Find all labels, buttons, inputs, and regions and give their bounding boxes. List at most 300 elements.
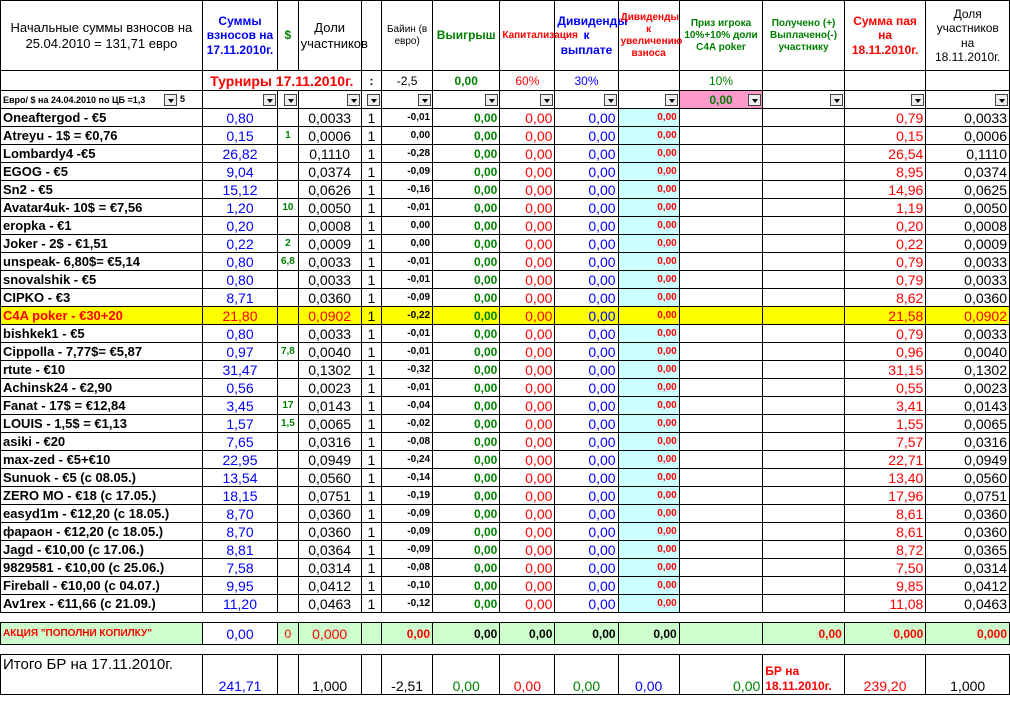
player-pay: 31,15 <box>844 361 926 379</box>
player-pay: 8,61 <box>844 505 926 523</box>
header-pay-sum: Сумма пая на 18.11.2010г. <box>844 1 926 71</box>
player-cap: 0,00 <box>500 217 555 235</box>
player-nshare: 0,0023 <box>926 379 1010 397</box>
filter-dropdown-2[interactable] <box>263 94 276 106</box>
player-buyin: -0,01 <box>382 271 433 289</box>
player-inc: 0,00 <box>618 397 679 415</box>
header-initial-sums: Начальные суммы взносов на 25.04.2010 = 131,71 евро <box>1 1 203 71</box>
player-share: 0,0008 <box>298 217 361 235</box>
player-share: 0,0143 <box>298 397 361 415</box>
player-pay: 7,50 <box>844 559 926 577</box>
player-pay: 11,08 <box>844 595 926 613</box>
player-usd <box>278 451 298 469</box>
filter-dropdown-4[interactable] <box>347 94 360 106</box>
player-usd <box>278 595 298 613</box>
player-pay: 26,54 <box>844 145 926 163</box>
player-got <box>763 505 845 523</box>
player-one: 1 <box>361 523 381 541</box>
player-pay: 0,96 <box>844 343 926 361</box>
player-inc: 0,00 <box>618 505 679 523</box>
player-pay: 0,55 <box>844 379 926 397</box>
player-nshare: 0,0033 <box>926 253 1010 271</box>
filter-dropdown-6[interactable] <box>418 94 431 106</box>
player-div: 0,00 <box>555 253 618 271</box>
player-usd <box>278 307 298 325</box>
player-buyin: -0,32 <box>382 361 433 379</box>
player-name: max-zed - €5+€10 <box>1 451 203 469</box>
player-sum: 9,04 <box>202 163 277 181</box>
player-prize <box>679 307 763 325</box>
player-cap: 0,00 <box>500 127 555 145</box>
player-pay: 17,96 <box>844 487 926 505</box>
player-buyin: -0,08 <box>382 433 433 451</box>
player-div: 0,00 <box>555 199 618 217</box>
player-cap: 0,00 <box>500 559 555 577</box>
header-dividends: Дивиденды к выплате <box>555 1 618 71</box>
player-row <box>1 541 1010 559</box>
player-win: 0,00 <box>433 595 500 613</box>
player-row <box>1 217 1010 235</box>
player-name: LOUIS - 1,5$ = €1,13 <box>1 415 203 433</box>
player-prize <box>679 469 763 487</box>
player-one: 1 <box>361 433 381 451</box>
player-row <box>1 199 1010 217</box>
player-buyin: -0,10 <box>382 577 433 595</box>
total-nshare: 1,000 <box>926 655 1010 695</box>
player-row <box>1 397 1010 415</box>
player-sum: 0,20 <box>202 217 277 235</box>
player-usd <box>278 109 298 127</box>
player-inc: 0,00 <box>618 487 679 505</box>
player-win: 0,00 <box>433 217 500 235</box>
player-one: 1 <box>361 307 381 325</box>
row2-blank-4 <box>844 71 926 91</box>
header-buyin: Байин (в евро) <box>382 1 433 71</box>
player-row <box>1 325 1010 343</box>
player-name: eropka - €1 <box>1 217 203 235</box>
player-row <box>1 451 1010 469</box>
player-win: 0,00 <box>433 361 500 379</box>
player-share: 0,0314 <box>298 559 361 577</box>
player-div: 0,00 <box>555 487 618 505</box>
player-pay: 14,96 <box>844 181 926 199</box>
player-prize <box>679 415 763 433</box>
player-cap: 0,00 <box>500 505 555 523</box>
player-got <box>763 415 845 433</box>
player-cap: 0,00 <box>500 469 555 487</box>
player-win: 0,00 <box>433 415 500 433</box>
filter-dropdown-8[interactable] <box>540 94 553 106</box>
player-div: 0,00 <box>555 145 618 163</box>
player-cap: 0,00 <box>500 199 555 217</box>
filter-row <box>1 91 1010 109</box>
player-nshare: 0,1302 <box>926 361 1010 379</box>
player-share: 0,0006 <box>298 127 361 145</box>
player-share: 0,0009 <box>298 235 361 253</box>
player-nshare: 0,0560 <box>926 469 1010 487</box>
player-buyin: -0,01 <box>382 343 433 361</box>
player-prize <box>679 433 763 451</box>
player-nshare: 0,0360 <box>926 505 1010 523</box>
player-prize <box>679 217 763 235</box>
player-usd <box>278 505 298 523</box>
player-name: Fanat - 17$ = €12,84 <box>1 397 203 415</box>
player-one: 1 <box>361 595 381 613</box>
header-received-paid: Получено (+) Выплачено(-) участнику <box>763 1 845 71</box>
player-sum: 22,95 <box>202 451 277 469</box>
player-inc: 0,00 <box>618 559 679 577</box>
player-win: 0,00 <box>433 505 500 523</box>
player-one: 1 <box>361 271 381 289</box>
player-share: 0,0033 <box>298 109 361 127</box>
player-inc: 0,00 <box>618 577 679 595</box>
header-winnings: Выигрыш <box>433 1 500 71</box>
player-buyin: -0,04 <box>382 397 433 415</box>
tournament-cap-pct: 60% <box>500 71 555 91</box>
player-buyin: -0,09 <box>382 163 433 181</box>
action-share: 0,000 <box>298 623 361 645</box>
player-pay: 13,40 <box>844 469 926 487</box>
player-sum: 0,15 <box>202 127 277 145</box>
filter-dropdown-12[interactable] <box>830 94 843 106</box>
total-pay: 239,20 <box>844 655 926 695</box>
player-pay: 21,58 <box>844 307 926 325</box>
player-inc: 0,00 <box>618 199 679 217</box>
player-nshare: 0,0008 <box>926 217 1010 235</box>
total-label: Итого БР на 17.11.2010г. <box>1 655 203 695</box>
player-buyin: -0,08 <box>382 559 433 577</box>
total-sum: 241,71 <box>202 655 277 695</box>
player-buyin: -0,12 <box>382 595 433 613</box>
player-buyin: -0,24 <box>382 451 433 469</box>
player-share: 0,1302 <box>298 361 361 379</box>
tournament-row <box>1 71 1010 91</box>
player-one: 1 <box>361 505 381 523</box>
player-cap: 0,00 <box>500 595 555 613</box>
player-usd <box>278 145 298 163</box>
player-prize <box>679 127 763 145</box>
player-sum: 15,12 <box>202 181 277 199</box>
player-row <box>1 505 1010 523</box>
player-one: 1 <box>361 145 381 163</box>
gap-cell <box>1 613 1010 623</box>
total-blank-1 <box>278 655 298 695</box>
player-usd <box>278 487 298 505</box>
gap-row <box>1 613 1010 623</box>
tournament-div-pct: 30% <box>555 71 618 91</box>
gap-cell-2 <box>1 645 1010 655</box>
player-share: 0,0374 <box>298 163 361 181</box>
player-got <box>763 379 845 397</box>
player-buyin: -0,14 <box>382 469 433 487</box>
player-one: 1 <box>361 163 381 181</box>
player-nshare: 0,0314 <box>926 559 1010 577</box>
player-name: bishkek1 - €5 <box>1 325 203 343</box>
player-prize <box>679 325 763 343</box>
player-inc: 0,00 <box>618 145 679 163</box>
player-buyin: 0,00 <box>382 217 433 235</box>
player-usd: 2 <box>278 235 298 253</box>
filter-dropdown-9[interactable] <box>604 94 617 106</box>
player-div: 0,00 <box>555 433 618 451</box>
player-one: 1 <box>361 541 381 559</box>
player-one: 1 <box>361 253 381 271</box>
player-inc: 0,00 <box>618 163 679 181</box>
player-div: 0,00 <box>555 325 618 343</box>
total-share: 1,000 <box>298 655 361 695</box>
action-row <box>1 623 1010 645</box>
player-inc: 0,00 <box>618 451 679 469</box>
player-sum: 1,20 <box>202 199 277 217</box>
player-sum: 0,80 <box>202 325 277 343</box>
player-div: 0,00 <box>555 415 618 433</box>
player-nshare: 0,0949 <box>926 451 1010 469</box>
filter-dropdown-10[interactable] <box>665 94 678 106</box>
player-win: 0,00 <box>433 541 500 559</box>
player-share: 0,0364 <box>298 541 361 559</box>
player-inc: 0,00 <box>618 289 679 307</box>
player-win: 0,00 <box>433 307 500 325</box>
player-div: 0,00 <box>555 181 618 199</box>
player-cap: 0,00 <box>500 307 555 325</box>
player-got <box>763 451 845 469</box>
player-prize <box>679 487 763 505</box>
filter-dropdown-14[interactable] <box>995 94 1008 106</box>
player-win: 0,00 <box>433 271 500 289</box>
player-div: 0,00 <box>555 523 618 541</box>
player-sum: 0,97 <box>202 343 277 361</box>
player-win: 0,00 <box>433 253 500 271</box>
player-inc: 0,00 <box>618 379 679 397</box>
player-sum: 9,95 <box>202 577 277 595</box>
player-prize <box>679 505 763 523</box>
player-nshare: 0,0365 <box>926 541 1010 559</box>
player-win: 0,00 <box>433 145 500 163</box>
player-prize <box>679 397 763 415</box>
player-name: Sunuok - €5 (с 08.05.) <box>1 469 203 487</box>
player-cap: 0,00 <box>500 433 555 451</box>
player-row <box>1 361 1010 379</box>
filter-dropdown-1[interactable] <box>164 94 177 106</box>
player-win: 0,00 <box>433 235 500 253</box>
player-one: 1 <box>361 325 381 343</box>
player-pay: 0,22 <box>844 235 926 253</box>
player-div: 0,00 <box>555 307 618 325</box>
player-name: Av1rex - €11,66 (с 21.09.) <box>1 595 203 613</box>
player-div: 0,00 <box>555 379 618 397</box>
player-div: 0,00 <box>555 541 618 559</box>
player-cap: 0,00 <box>500 487 555 505</box>
player-usd <box>278 433 298 451</box>
player-buyin: -0,09 <box>382 289 433 307</box>
action-buyin: 0,00 <box>382 623 433 645</box>
player-share: 0,0050 <box>298 199 361 217</box>
player-win: 0,00 <box>433 451 500 469</box>
player-row <box>1 433 1010 451</box>
player-prize <box>679 595 763 613</box>
row2-blank-1 <box>1 71 203 91</box>
player-nshare: 0,0033 <box>926 271 1010 289</box>
player-usd <box>278 217 298 235</box>
filter-cell-6 <box>382 91 433 109</box>
player-usd <box>278 271 298 289</box>
action-label: АКЦИЯ "ПОПОЛНИ КОПИЛКУ" <box>1 623 203 645</box>
player-one: 1 <box>361 361 381 379</box>
total-row <box>1 655 1010 695</box>
player-div: 0,00 <box>555 361 618 379</box>
player-inc: 0,00 <box>618 415 679 433</box>
filter-dropdown-3[interactable] <box>284 94 297 106</box>
action-pay: 0,000 <box>844 623 926 645</box>
player-cap: 0,00 <box>500 109 555 127</box>
filter-cell-10 <box>618 91 679 109</box>
action-prize <box>679 623 763 645</box>
player-got <box>763 217 845 235</box>
player-share: 0,0360 <box>298 289 361 307</box>
player-cap: 0,00 <box>500 289 555 307</box>
player-cap: 0,00 <box>500 325 555 343</box>
filter-cell-11 <box>679 91 763 109</box>
player-sum: 13,54 <box>202 469 277 487</box>
player-row <box>1 487 1010 505</box>
tournament-prize-pct: 10% <box>679 71 763 91</box>
player-share: 0,0065 <box>298 415 361 433</box>
player-pay: 0,79 <box>844 271 926 289</box>
player-name: unspeak- 6,80$= €5,14 <box>1 253 203 271</box>
player-name: фараон - €12,20 (с 18.05.) <box>1 523 203 541</box>
player-name: ZERO MO - €18 (с 17.05.) <box>1 487 203 505</box>
player-pay: 8,95 <box>844 163 926 181</box>
player-win: 0,00 <box>433 559 500 577</box>
player-prize <box>679 109 763 127</box>
filter-dropdown-5[interactable] <box>367 94 380 106</box>
player-share: 0,0023 <box>298 379 361 397</box>
player-buyin: -0,19 <box>382 487 433 505</box>
filter-label <box>1 91 203 109</box>
player-row <box>1 379 1010 397</box>
player-div: 0,00 <box>555 271 618 289</box>
player-got <box>763 127 845 145</box>
player-buyin: 0,00 <box>382 235 433 253</box>
player-row <box>1 271 1010 289</box>
player-got <box>763 361 845 379</box>
player-inc: 0,00 <box>618 235 679 253</box>
player-share: 0,0626 <box>298 181 361 199</box>
player-win: 0,00 <box>433 433 500 451</box>
player-row <box>1 109 1010 127</box>
player-got <box>763 307 845 325</box>
player-one: 1 <box>361 415 381 433</box>
player-row <box>1 163 1010 181</box>
player-div: 0,00 <box>555 235 618 253</box>
player-name: Oneaftergod - €5 <box>1 109 203 127</box>
action-win: 0,00 <box>433 623 500 645</box>
player-inc: 0,00 <box>618 433 679 451</box>
player-div: 0,00 <box>555 505 618 523</box>
player-share: 0,0463 <box>298 595 361 613</box>
player-cap: 0,00 <box>500 379 555 397</box>
filter-dropdown-11[interactable] <box>748 94 761 106</box>
player-inc: 0,00 <box>618 343 679 361</box>
player-got <box>763 271 845 289</box>
player-cap: 0,00 <box>500 181 555 199</box>
player-row <box>1 145 1010 163</box>
total-inc: 0,00 <box>618 655 679 695</box>
player-name: rtute - €10 <box>1 361 203 379</box>
player-share: 0,0360 <box>298 505 361 523</box>
player-inc: 0,00 <box>618 541 679 559</box>
player-got <box>763 397 845 415</box>
player-sum: 8,81 <box>202 541 277 559</box>
player-inc: 0,00 <box>618 469 679 487</box>
player-one: 1 <box>361 109 381 127</box>
player-sum: 8,70 <box>202 523 277 541</box>
total-br-label: БР на 18.11.2010г. <box>763 655 845 695</box>
player-buyin: -0,22 <box>382 307 433 325</box>
player-got <box>763 199 845 217</box>
player-row <box>1 253 1010 271</box>
player-win: 0,00 <box>433 109 500 127</box>
player-prize <box>679 343 763 361</box>
player-pay: 9,85 <box>844 577 926 595</box>
player-prize <box>679 271 763 289</box>
player-buyin: -0,09 <box>382 541 433 559</box>
filter-dropdown-7[interactable] <box>485 94 498 106</box>
player-pay: 1,19 <box>844 199 926 217</box>
player-one: 1 <box>361 559 381 577</box>
player-pay: 1,55 <box>844 415 926 433</box>
player-nshare: 0,0625 <box>926 181 1010 199</box>
player-pay: 8,62 <box>844 289 926 307</box>
player-got <box>763 559 845 577</box>
player-usd: 10 <box>278 199 298 217</box>
player-share: 0,0033 <box>298 253 361 271</box>
filter-cell-8 <box>500 91 555 109</box>
filter-cell-7 <box>433 91 500 109</box>
player-name: Jagd - €10,00 (с 17.06.) <box>1 541 203 559</box>
player-one: 1 <box>361 127 381 145</box>
row2-blank-2 <box>618 71 679 91</box>
player-pay: 0,15 <box>844 127 926 145</box>
player-prize <box>679 379 763 397</box>
player-sum: 0,80 <box>202 271 277 289</box>
action-got: 0,00 <box>763 623 845 645</box>
player-sum: 7,58 <box>202 559 277 577</box>
player-sum: 31,47 <box>202 361 277 379</box>
player-div: 0,00 <box>555 109 618 127</box>
player-share: 0,0751 <box>298 487 361 505</box>
player-got <box>763 541 845 559</box>
player-share: 0,0033 <box>298 325 361 343</box>
player-win: 0,00 <box>433 199 500 217</box>
player-row <box>1 289 1010 307</box>
player-win: 0,00 <box>433 181 500 199</box>
player-cap: 0,00 <box>500 415 555 433</box>
player-usd <box>278 469 298 487</box>
player-usd <box>278 523 298 541</box>
filter-dropdown-13[interactable] <box>911 94 924 106</box>
header-dividends-increase: Дивиденды к увеличению взноса <box>618 1 679 71</box>
player-name: Lombardy4 -€5 <box>1 145 203 163</box>
player-row <box>1 523 1010 541</box>
player-win: 0,00 <box>433 163 500 181</box>
player-buyin: -0,02 <box>382 415 433 433</box>
total-cap: 0,00 <box>500 655 555 695</box>
player-win: 0,00 <box>433 469 500 487</box>
player-one: 1 <box>361 487 381 505</box>
player-usd: 17 <box>278 397 298 415</box>
player-nshare: 0,0006 <box>926 127 1010 145</box>
